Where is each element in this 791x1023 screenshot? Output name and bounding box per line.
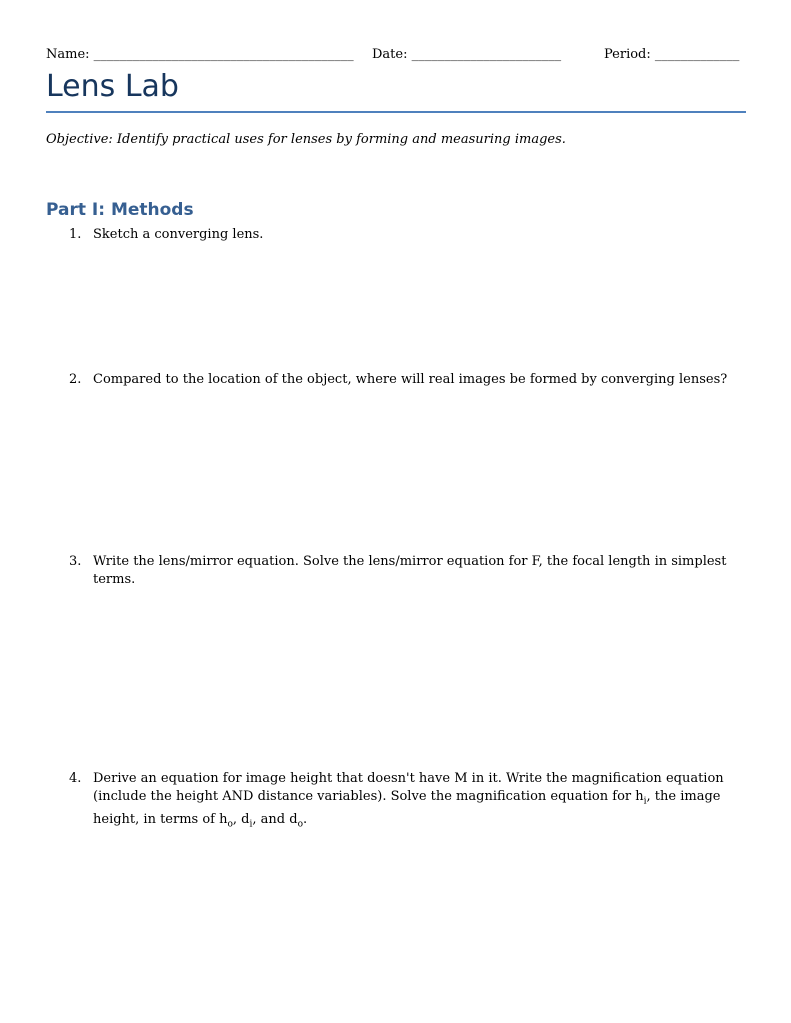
question-number: 3.: [69, 554, 82, 569]
question-number: 2.: [69, 372, 82, 387]
name-field[interactable]: Name: ________________________________________: [46, 47, 354, 62]
question-text: Derive an equation for image height that doesn't have M in it. Write the magnification equation (include the height AND distance variables). Solve the magnification equation for $h_i$, the image height, in terms of $h_o$, $d_i$, and $d_o$.: [93, 771, 724, 830]
question-number: 1.: [69, 227, 82, 242]
question-4: [69, 770, 729, 833]
period-field[interactable]: Period: _____________: [604, 47, 740, 62]
question-text: Compared to the location of the object, where will real images be formed by converging lenses?: [93, 372, 728, 387]
objective-text: Objective: Identify practical uses for lenses by forming and measuring images.: [46, 132, 566, 147]
date-field[interactable]: Date: _______________________: [372, 47, 562, 62]
page-title: Lens Lab: [46, 69, 179, 104]
question-number: 4.: [69, 771, 82, 786]
question-3: [69, 553, 729, 589]
question-1: [69, 226, 729, 244]
question-text: Sketch a converging lens.: [93, 227, 264, 242]
question-text: Write the lens/mirror equation. Solve the lens/mirror equation for F, the focal length in simplest terms.: [93, 554, 727, 587]
section-heading: Part I: Methods: [46, 200, 194, 220]
question-2: [69, 371, 729, 389]
title-divider: [46, 111, 746, 113]
header-fields: [46, 47, 746, 67]
